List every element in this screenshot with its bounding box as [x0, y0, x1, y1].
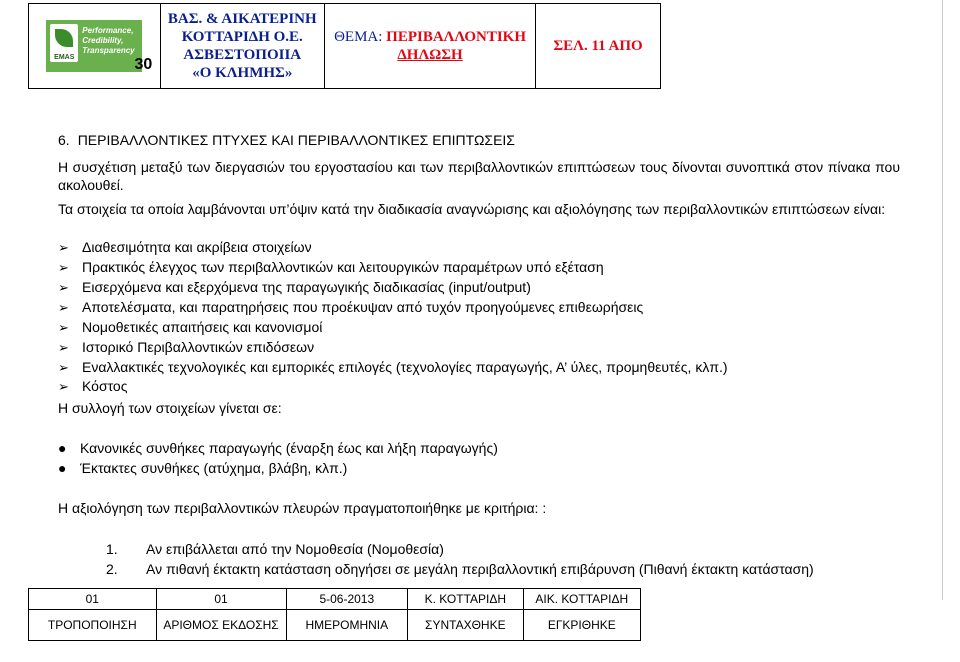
leaf-icon — [55, 29, 73, 47]
arrow-bullet-icon: ➢ — [58, 300, 69, 315]
page-number: ΣΕΛ. 11 ΑΠΟ 30 — [536, 4, 661, 89]
arrow-bullet-icon: ➢ — [58, 260, 69, 275]
date-value: 5-06-2013 — [286, 589, 408, 610]
arrow-bullet-icon: ➢ — [58, 320, 69, 335]
issue-number-label: ΑΡΙΘΜΟΣ ΕΚΔΟΣΗΣ — [156, 610, 286, 641]
issue-number-value: 01 — [156, 589, 286, 610]
author-label: ΣΥΝΤΑΧΘΗΚΕ — [408, 610, 524, 641]
numbered-item: 2. Αν πιθανή έκτακτη κατάσταση οδηγήσει σε μεγάλη περιβαλλοντική επιβάρυνση (Πιθανή έκτακτη κατάσταση) — [106, 561, 814, 577]
arrow-bullet-icon: ➢ — [58, 340, 69, 355]
revision-value: 01 — [29, 589, 157, 610]
arrow-bullet-icon: ➢ — [58, 360, 69, 375]
arrow-bullet-icon: ➢ — [58, 240, 69, 255]
date-label: ΗΜΕΡΟΜΗΝΙΑ — [286, 610, 408, 641]
criteria-intro: Τα στοιχεία τα οποία λαμβάνονται υπ’όψιν κατά την διαδικασία αναγνώρισης και αξιολόγησης των περιβαλλοντικών επιπτώσεων είναι: — [58, 201, 886, 217]
list-item: ➢ Διαθεσιμότητα και ακρίβεια στοιχείων — [58, 239, 312, 255]
list-item: ➢ Ιστορικό Περιβαλλοντικών επιδόσεων — [58, 339, 315, 355]
dot-bullet-icon: ● — [58, 440, 67, 456]
logo-tagline: Performance, Credibility, Transparency — [82, 26, 135, 55]
collection-intro: Η συλλογή των στοιχείων γίνεται σε: — [58, 400, 282, 416]
arrow-bullet-icon: ➢ — [58, 280, 69, 295]
author-value: Κ. ΚΟΤΤΑΡΙΔΗ — [408, 589, 524, 610]
list-item: ➢ Εναλλακτικές τεχνολογικές και εμπορικές επιλογές (τεχνολογίες παραγωγής, Α’ ύλες, προμηθευτές, κλπ.) — [58, 359, 728, 375]
evaluation-intro: Η αξιολόγηση των περιβαλλοντικών πλευρών πραγματοποιήθηκε με κριτήρια: : — [58, 500, 547, 516]
logo-cell — [29, 4, 161, 89]
approver-value: ΑΙΚ. ΚΟΤΤΑΡΙΔΗ — [523, 589, 640, 610]
company-name: ΒΑΣ. & ΑΙΚΑΤΕΡΙΝΗ ΚΟΤΤΑΡΙΔΗ Ο.Ε. ΑΣΒΕΣΤΟΠΟΙΙΑ «Ο ΚΛΗΜΗΣ» — [160, 4, 324, 89]
list-item: ➢ Νομοθετικές απαιτήσεις και κανονισμοί — [58, 319, 323, 335]
emas-logo — [46, 20, 142, 72]
intro-paragraph-end: ακολουθεί. — [58, 177, 124, 193]
revision-label: ΤΡΟΠΟΠΟΙΗΣΗ — [29, 610, 157, 641]
document-header — [28, 3, 661, 89]
intro-paragraph: Η συσχέτιση μεταξύ των διεργασιών του εργοστασίου και των περιβαλλοντικών επιπτώσεων τους δίνονται συνοπτικά στον πίνακα που — [58, 159, 900, 175]
document-subject: ΘΕΜΑ: ΠΕΡΙΒΑΛΛΟΝΤΙΚΗ ΔΗΛΩΣΗ — [324, 4, 535, 89]
revision-table — [28, 588, 641, 641]
list-item: ➢ Πρακτικός έλεγχος των περιβαλλοντικών και λειτουργικών παραμέτρων υπό εξέταση — [58, 259, 604, 275]
list-item: ➢ Κόστος — [58, 378, 128, 394]
list-item: ● Έκτακτες συνθήκες (ατύχημα, βλάβη, κλπ.) — [58, 460, 348, 476]
section-heading: 6. ΠΕΡΙΒΑΛΛΟΝΤΙΚΕΣ ΠΤΥΧΕΣ ΚΑΙ ΠΕΡΙΒΑΛΛΟΝΤΙΚΕΣ ΕΠΙΠΤΩΣΕΙΣ — [58, 132, 515, 148]
list-item: ➢ Αποτελέσματα, και παρατηρήσεις που προέκυψαν από τυχόν προηγούμενες επιθεωρήσεις — [58, 299, 644, 315]
arrow-bullet-icon: ➢ — [58, 379, 69, 394]
approver-label: ΕΓΚΡΙΘΗΚΕ — [523, 610, 640, 641]
numbered-item: 1. Αν επιβάλλεται από την Νομοθεσία (Νομοθεσία) — [106, 541, 444, 557]
emas-emblem: EMAS — [50, 24, 78, 62]
dot-bullet-icon: ● — [58, 460, 67, 476]
list-item: ➢ Εισερχόμενα και εξερχόμενα της παραγωγικής διαδικασίας (input/output) — [58, 279, 531, 295]
list-item: ● Κανονικές συνθήκες παραγωγής (έναρξη έως και λήξη παραγωγής) — [58, 440, 498, 456]
